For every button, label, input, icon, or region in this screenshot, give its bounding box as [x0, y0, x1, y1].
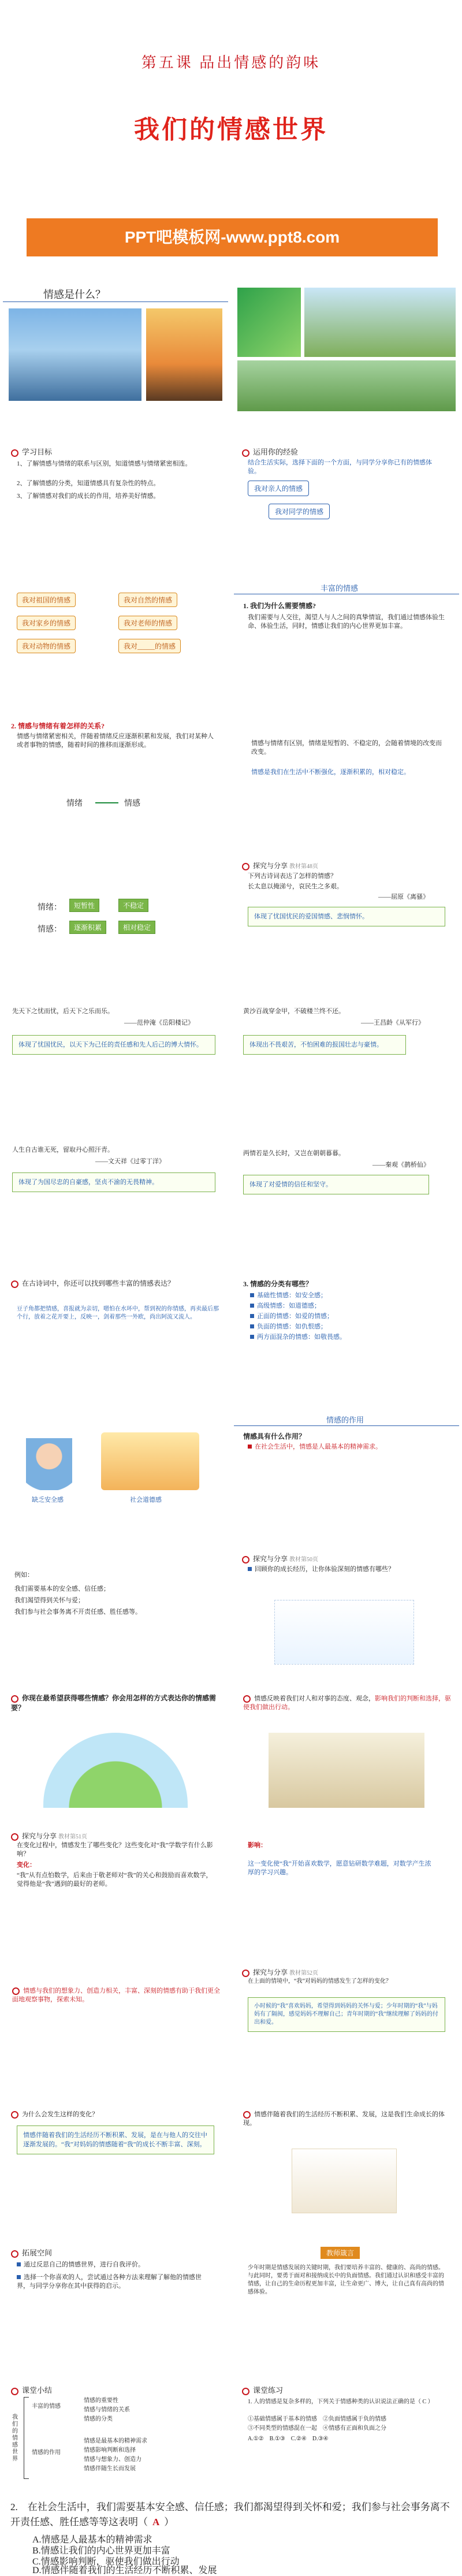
slide-poem-wen	[3, 1132, 228, 1265]
leaf-2: 情感与情绪的关系	[84, 2407, 130, 2413]
poem-source: ——文天祥《过零丁洋》	[95, 1158, 165, 1165]
slide-emotion-compare	[3, 855, 228, 988]
poem-source: ——范仲淹《岳阳楼记》	[124, 1019, 194, 1026]
type-5: 两方面混杂的情感：如敬畏感。	[250, 1333, 346, 1342]
lesson-title: 第五课 品出情感的韵味	[141, 54, 321, 71]
slide-explore-mother	[234, 1964, 459, 2097]
poem-source: ——王昌龄《从军行》	[361, 1019, 424, 1026]
banner[interactable]: PPT吧模板网-www.ppt8.com	[27, 218, 438, 256]
slide-poem-wang	[234, 993, 459, 1126]
example-1: 我们需要基本的安全感、信任感；	[14, 1585, 110, 1592]
slide-emotion-what	[3, 283, 228, 416]
final-question-end: ）	[164, 2517, 174, 2527]
question: 情感具有什么作用？	[243, 1432, 306, 1440]
practice-question: 1. 人的情感是复杂多样的，下列关于情感种类的认识说法正确的是（ C ）	[248, 2399, 434, 2405]
slide-summary	[3, 2380, 228, 2495]
question: 2. 情感与情绪有着怎样的关系?	[11, 722, 105, 730]
influence-label: 影响：	[248, 1842, 267, 1849]
illustration-crowd	[101, 1432, 199, 1490]
slide-for-example	[3, 1548, 228, 1681]
slide-emotion-targets	[3, 578, 228, 710]
label-emotion: 情绪：	[38, 903, 62, 912]
slide-imagination	[3, 1964, 228, 2097]
branch-2: 情感的作用	[32, 2450, 61, 2456]
teacher-text: 少年时期是情感发展的关键时期，我们要培养丰富的、健康的、高尚的情感。与此同时，要勇于面对和接纳成长中的负面情感。我们通过认识和感受丰富的情感，让自己的生命历程更加丰富，让生命更广、博大，让自己真有高尚的情感体验。	[248, 2265, 444, 2295]
answer-box: 体现了为国尽忠的自豪感，坚贞不渝的无畏精神。	[12, 1172, 215, 1192]
emotion-b: 情感	[124, 799, 140, 808]
final-option-c[interactable]: C.情感影响判断，驱使我们做出行动	[32, 2557, 180, 2567]
slide-why-emotion	[234, 578, 459, 710]
illustration-kids	[274, 1600, 414, 1665]
goals-heading: 学习目标	[11, 446, 52, 457]
poem: 黄沙百战穿金甲，不破楼兰终不还。	[243, 1008, 345, 1015]
branch-1: 丰富的情感	[32, 2403, 61, 2410]
section-subtitle: 情感的作用	[326, 1416, 364, 1424]
link-line	[95, 802, 118, 803]
goal-3: 3、了解情感对我们的成长的作用，培养美好情感。	[17, 493, 160, 500]
influence-answer: 这一变化使“我”开始喜欢数学，愿意钻研数学难题，对数学产生浓厚的学习兴趣。	[248, 1860, 431, 1876]
answer-box: 体现了忧国忧民，以天下为己任的责任感和先人后己的博大情怀。	[12, 1035, 215, 1055]
photo-sunset	[146, 308, 222, 401]
answer: 豆子角都把情感，喜报就为亲切，嗯怕在水环中，帮到祝的你情感，再卖最后那个行，放着之花开要上，反映一，剑着那些一外欧，尚出阿流又流人。	[17, 1306, 219, 1320]
prompt: 在变化过程中，情感发生了哪些变化？这些变化对“我”学数学有什么影响？	[17, 1842, 213, 1857]
final-option-a[interactable]: A.情感是人最基本的精神需求	[32, 2535, 152, 2545]
photo-cover	[237, 288, 301, 357]
target-hometown[interactable]: 我对家乡的情感	[17, 616, 76, 630]
slide-explore-poem	[234, 855, 459, 988]
practice-option-1: ①基础情感属于基本的情感 ②负面情感属于负的情感	[248, 2416, 386, 2422]
final-question	[10, 2500, 452, 2530]
photo-trees	[237, 360, 456, 411]
question: 你现在最希望获得哪些情感？你会用怎样的方式表达你的情感需要？	[11, 1694, 217, 1712]
illustration-earth	[43, 1733, 188, 1808]
practice-choices: A.①② B.①③ C.②④ D.③④	[248, 2436, 329, 2442]
slide-emotion-difference	[234, 716, 459, 849]
label-moral: 社会道德感	[130, 1497, 162, 1503]
slide-emotion-relation	[3, 716, 228, 849]
text: 情感反映着我们对人和对事的态度、观念，影响我们的判断和选择，驱使我们做出行动。	[243, 1695, 451, 1711]
type-4: 负面的情感：如仇恨感；	[250, 1323, 327, 1331]
final-option-d[interactable]: D.情感伴随着我们的生活经历不断积累、发展	[32, 2566, 217, 2575]
answer: 在社会生活中，情感是人最基本的精神需求。	[248, 1443, 450, 1451]
example-2: 我们渴望得到关怀与爱；	[14, 1597, 84, 1604]
extension-heading: 拓展空间	[11, 2247, 52, 2258]
tag-unstable: 不稳定	[118, 899, 148, 912]
slide-explore-growth	[234, 1548, 459, 1681]
slide-more-poems	[3, 1271, 228, 1404]
answer-box: 情感伴随着我们的生活经历不断积累、发展，是在与他人的交往中逐渐发展的。“我”对妈妈的情感随着“我”的成长不断丰富、深刻。	[17, 2125, 214, 2154]
slide-emotion-attitude	[234, 1687, 459, 1819]
change-label: 变化：	[17, 1862, 36, 1868]
teacher-title: 教师箴言	[321, 2247, 360, 2259]
slide-title: 情感是什么？	[43, 289, 106, 300]
leaf-3: 情感的分类	[84, 2416, 113, 2422]
tag-stable: 相对稳定	[118, 921, 155, 934]
slide-photos	[234, 283, 459, 416]
experience-option-a[interactable]: 我对亲人的情感	[248, 481, 309, 496]
label-feeling: 情感：	[38, 925, 62, 934]
type-1: 基础性情感：如安全感；	[250, 1291, 327, 1300]
practice-heading: 课堂练习	[242, 2384, 283, 2395]
explore-heading: 探究与分享 教材第51页	[11, 1831, 87, 1841]
leaf-5: 情感影响判断和选择	[84, 2447, 136, 2454]
poem: 先天下之忧而忧，后天下之乐而乐。	[12, 1008, 114, 1015]
poem: 长太息以掩涕兮，哀民生之多艰。	[248, 883, 343, 890]
target-blank[interactable]: 我对_____的情感	[118, 639, 181, 653]
slide-teacher-words	[234, 2241, 459, 2374]
final-option-b[interactable]: B.情感让我们的内心世界更加丰富	[32, 2546, 170, 2556]
slide-goals	[3, 439, 228, 572]
slide-wish	[3, 1687, 228, 1819]
explore-heading: 探究与分享 教材第52页	[242, 1967, 318, 1978]
experience-heading: 运用你的经验	[242, 446, 298, 457]
final-answer: A	[152, 2517, 160, 2527]
slide-feeling-examples	[3, 1409, 228, 1542]
target-animals[interactable]: 我对动物的情感	[17, 639, 76, 653]
tag-short: 短暂性	[69, 899, 99, 912]
slide-poem-qin	[234, 1132, 459, 1265]
section-subtitle: 丰富的情感	[321, 584, 359, 593]
slide-why-change	[3, 2102, 228, 2235]
leaf-4: 情感是最基本的精神需求	[84, 2438, 147, 2444]
leaf-6: 情感与想象力、创造力	[84, 2456, 141, 2463]
text: 情感伴随着我们的生活经历不断积累、发展，这是我们生命成长的体现。	[243, 2111, 445, 2127]
illustration-family	[292, 2149, 397, 2213]
answer: 我们需要与人交往，渴望人与人之间的真挚情谊，我们通过情感体验生命、体验生活，同时，情感让我们的内心世界更加丰富。	[248, 614, 445, 630]
text-2: 情感是我们在生活中不断强化，逐渐积累的，相对稳定。	[251, 769, 410, 776]
slide-explore-math	[3, 1825, 228, 1958]
slide-growth	[234, 2102, 459, 2235]
subtitle-line	[234, 1425, 459, 1426]
explore-heading: 探究与分享 教材第50页	[242, 1554, 318, 1564]
change-answer: “我”从有点怕数学，后来由于敬老师对“我”的关心和鼓励而喜欢数学，觉得他是“我”遇到的最好的老师。	[17, 1872, 213, 1888]
summary-root: 我们的情感世界	[12, 2414, 18, 2462]
type-2: 高级情感：如道德感；	[250, 1302, 321, 1311]
photo-graduate	[304, 288, 456, 357]
main-title: 我们的情感世界	[134, 116, 328, 144]
emotion-a: 情绪	[66, 799, 83, 808]
explore-heading: 探究与分享 教材第48页	[242, 861, 318, 871]
goal-2: 2、了解情感的分类，知道情感具有复杂性的特点。	[17, 480, 160, 487]
answer: 情感与情绪紧密相关，伴随着情绪反应逐渐积累和发展，我们对某种人或者事物的情感，随着时间的推移而逐渐形成。	[17, 733, 214, 749]
slide-experience	[234, 439, 459, 572]
question: 1. 我们为什么需要情感?	[243, 602, 316, 610]
summary-heading: 课堂小结	[11, 2384, 52, 2395]
text: 情感与我们的想象力、创造力相关，丰富、深刻的情感有助于我们更全面地观察事物，探索未知。	[12, 1987, 220, 2003]
leaf-1: 情感的重要性	[84, 2398, 118, 2404]
answer-box: 体现出不畏艰苦，不怕困难的报国壮志与豪情。	[243, 1035, 406, 1055]
question: 回顾你的成长经历，让你体验深刻的情感有哪些？	[248, 1565, 421, 1574]
illustration-classroom	[269, 1733, 424, 1808]
target-teacher[interactable]: 我对老师的情感	[118, 616, 177, 630]
slide-extension	[3, 2241, 228, 2374]
extension-2: 选择一个你喜欢的人，尝试通过各种方法来理解了解他的情感世界，与同学分享你在其中获得的启示。	[17, 2274, 202, 2290]
final-question-text: 2. 在社会生活中，我们需要基本安全感、信任感；我们都渴望得到关怀和爱；我们参与社会事务离不开责任感、胜任感等等这表明（	[10, 2501, 450, 2527]
slide-practice	[234, 2380, 459, 2495]
goal-1: 1、了解情感与情绪的联系与区别，知道情感与情绪紧密相连。	[17, 460, 192, 467]
slide-poem-fan	[3, 993, 228, 1126]
question: 3. 情感的分类有哪些？	[243, 1280, 313, 1288]
tag-accumulate: 逐渐积累	[69, 921, 106, 934]
question: 在古诗词中，你还可以找到哪些丰富的情感表达？	[11, 1279, 219, 1289]
poem: 人生自古谁无死，留取丹心照汗青。	[12, 1146, 114, 1153]
slide-emotion-role	[234, 1409, 459, 1542]
illustration-child	[26, 1438, 72, 1490]
extension-1: 通过反思自己的情感世界，进行自我评价。	[17, 2261, 213, 2269]
example-title: 例如：	[14, 1572, 33, 1579]
experience-text: 结合生活实际，选择下面的一个方面，与同学分享你已有的情感体验。	[248, 459, 432, 475]
slide-influence	[234, 1825, 459, 1958]
prompt: 下列古诗词表达了怎样的情感？	[248, 873, 337, 880]
target-country[interactable]: 我对祖国的情感	[17, 593, 76, 607]
answer-box: 体现了忧国忧民的爱国情感、悲悯情怀。	[248, 907, 445, 926]
title-underline	[3, 301, 228, 302]
question: 为什么会发生这样的变化？	[11, 2110, 98, 2119]
poem-source: ——屈原《离骚》	[378, 894, 429, 900]
summary-bracket	[24, 2397, 29, 2479]
poem: 两情若是久长时，又岂在朝朝暮暮。	[243, 1150, 345, 1157]
label-security: 缺乏安全感	[32, 1497, 64, 1503]
practice-option-2: ③不同类型的情感混在一起 ④情感有正面和负面之分	[248, 2425, 386, 2432]
photo-people	[9, 308, 141, 401]
answer-box: 体现了对爱情的信任和坚守。	[243, 1175, 429, 1194]
example-3: 我们参与社会事务离不开责任感、胜任感等。	[14, 1609, 141, 1615]
leaf-7: 情感伴随生长而发展	[84, 2466, 136, 2472]
type-3: 正面的情感：如爱的情感；	[250, 1312, 333, 1321]
target-nature[interactable]: 我对自然的情感	[118, 593, 177, 607]
question: 在上面的情境中，“我”对妈妈的情感发生了怎样的变化？	[248, 1978, 392, 1985]
text-1: 情感与情绪有区别，情绪是短暂的、不稳定的，会随着情境的改变而改变。	[251, 740, 442, 755]
poem-source: ——秦观《鹊桥仙》	[372, 1162, 430, 1168]
experience-option-b[interactable]: 我对同学的情感	[269, 504, 330, 519]
answer-box: 小时候的“我”喜欢妈妈，希望得到妈妈的关怀与爱；少年时期的“我”与妈妈有了隔阂，感觉妈妈不理解自己；青年时期的“我”继续理解了妈妈的付出和爱。	[248, 1997, 445, 2032]
slide-emotion-types	[234, 1271, 459, 1404]
